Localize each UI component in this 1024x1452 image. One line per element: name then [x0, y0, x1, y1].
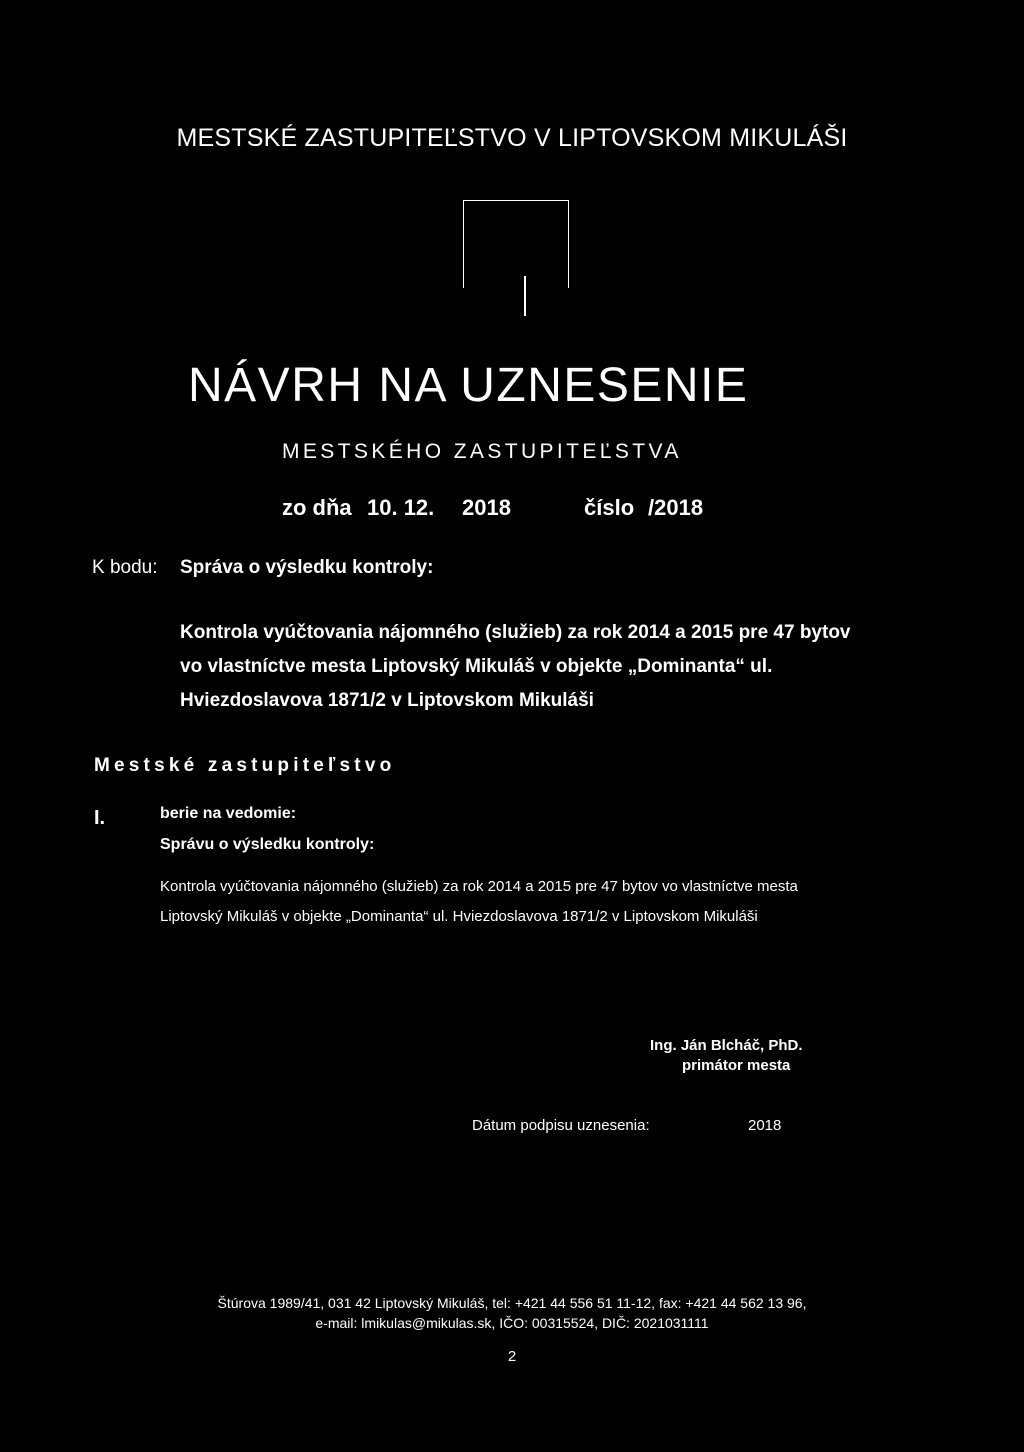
registration-stamp-box [463, 200, 569, 288]
agenda-label: K bodu: [92, 557, 158, 578]
resolution-number-value: /2018 [648, 495, 704, 520]
date-year: 2018 [462, 495, 511, 520]
signing-date-value: 2018 [748, 1117, 782, 1134]
body-line: Liptovský Mikuláš v objekte „Dominanta“ ul. Hviezdoslavova 1871/2 v Liptovskom Mikuláši [160, 908, 758, 925]
date-value: 10. 12. [367, 495, 435, 520]
signatory-role: primátor mesta [682, 1057, 791, 1074]
subject-line: vo vlastníctve mesta Liptovský Mikuláš v objekte „Dominanta“ ul. [180, 656, 773, 677]
subject-line: Hviezdoslavova 1871/2 v Liptovskom Mikuláši [180, 690, 594, 711]
subject-block [180, 616, 851, 718]
signatory-name: Ing. Ján Blcháč, PhD. [650, 1037, 803, 1054]
page-number: 2 [507, 1348, 517, 1365]
agenda-item: Správa o výsledku kontroly: [180, 557, 434, 578]
stamp-divider-line [524, 276, 526, 316]
resolution-body [160, 872, 798, 932]
footer-address-line: Štúrova 1989/41, 031 42 Liptovský Mikuláš, tel: +421 44 556 51 11-12, fax: +421 44 562 13 96, [217, 1295, 807, 1311]
council-label: Mestské zastupiteľstvo [94, 755, 396, 776]
body-line: Kontrola vyúčtovania nájomného (služieb) za rok 2014 a 2015 pre 47 bytov vo vlastníctve mesta [160, 878, 798, 895]
footer-contact [0, 1293, 1024, 1333]
signing-date-label: Dátum podpisu uznesenia: [472, 1117, 650, 1134]
document-title: NÁVRH NA UZNESENIE [188, 359, 749, 412]
footer-contact-line: e-mail: lmikulas@mikulas.sk, IČO: 00315524, DIČ: 2021031111 [315, 1315, 709, 1331]
section-number: I. [94, 807, 106, 829]
date-label: zo dňa [282, 495, 352, 520]
document-subtitle: MESTSKÉHO ZASTUPITEĽSTVA [282, 440, 682, 463]
organization-title: MESTSKÉ ZASTUPITEĽSTVO V LIPTOVSKOM MIKULÁŠI [176, 124, 848, 152]
resolution-number-label: číslo [584, 495, 635, 520]
subject-line: Kontrola vyúčtovania nájomného (služieb) za rok 2014 a 2015 pre 47 bytov [180, 622, 851, 643]
report-label: Správu o výsledku kontroly: [160, 836, 375, 853]
section-heading: berie na vedomie: [160, 805, 297, 822]
